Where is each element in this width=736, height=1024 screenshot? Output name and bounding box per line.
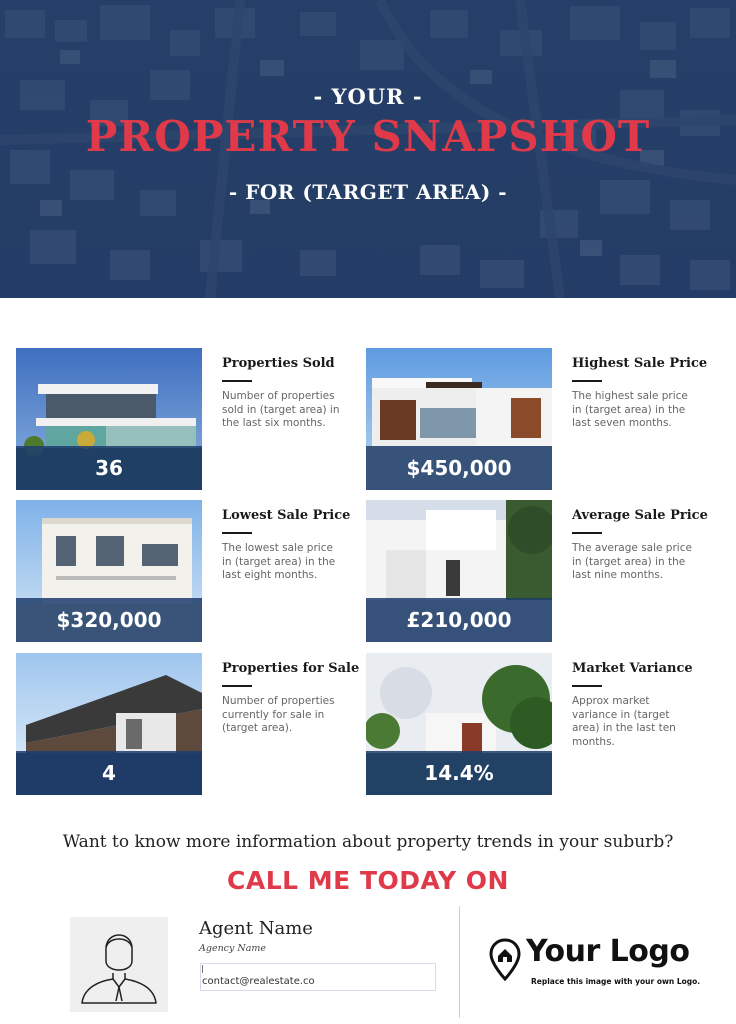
stat-value: $450,000 xyxy=(366,446,552,490)
hero-subtitle-top: - YOUR - xyxy=(313,84,423,109)
stat-description: The highest sale price in (target area) in the last seven months. xyxy=(572,390,688,429)
stat-title: Highest Sale Price xyxy=(572,356,708,371)
stat-title: Properties Sold xyxy=(222,356,335,371)
hero-banner xyxy=(0,0,736,298)
promo-question: Want to know more information about property trends in your suburb? xyxy=(62,832,674,852)
avatar xyxy=(70,917,168,1012)
stat-description: The average sale price in (target area) in the last nine months. xyxy=(572,542,692,581)
stat-value: 4 xyxy=(16,751,202,795)
agent-name[interactable]: Agent Name xyxy=(199,918,313,939)
stat-title: Average Sale Price xyxy=(572,508,708,523)
stat-card-lowest-sale-price xyxy=(16,500,366,642)
stat-card-average-sale-price xyxy=(366,500,716,642)
stat-value: £210,000 xyxy=(366,598,552,642)
stat-card-properties-sold xyxy=(16,348,366,490)
stat-title: Market Variance xyxy=(572,661,693,676)
stat-description: Number of properties currently for sale in (target area). xyxy=(222,695,335,734)
title-underline xyxy=(222,685,252,687)
hero-title: PROPERTY SNAPSHOT xyxy=(85,112,651,161)
stat-value: 14.4% xyxy=(366,751,552,795)
call-to-action: CALL ME TODAY ON xyxy=(227,866,509,895)
contact-email[interactable]: contact@realestate.co xyxy=(202,976,315,987)
stat-card-properties-for-sale xyxy=(16,653,366,795)
stat-title: Lowest Sale Price xyxy=(222,508,351,523)
stat-description: The lowest sale price in (target area) in the last eight months. xyxy=(222,542,336,581)
stat-value: $320,000 xyxy=(16,598,202,642)
stat-description: Number of properties sold in (target area) in the last six months. xyxy=(222,390,340,429)
stat-description: Approx market variance in (target area) in the last ten months. xyxy=(572,695,676,748)
text-cursor xyxy=(202,965,203,973)
stat-card-highest-sale-price xyxy=(366,348,716,490)
agency-name[interactable]: Agency Name xyxy=(199,943,266,954)
location-pin-icon xyxy=(488,938,522,986)
title-underline xyxy=(572,685,602,687)
logo-note: Replace this image with your own Logo. xyxy=(531,977,701,986)
hero-subtitle-bottom: - FOR (TARGET AREA) - xyxy=(228,180,508,204)
logo-text: Your Logo xyxy=(526,934,690,969)
stat-value: 36 xyxy=(16,446,202,490)
title-underline xyxy=(572,380,602,382)
title-underline xyxy=(222,380,252,382)
stat-card-market-variance xyxy=(366,653,716,795)
agent-avatar-icon xyxy=(70,917,168,1012)
title-underline xyxy=(572,532,602,534)
footer-divider xyxy=(459,906,460,1018)
title-underline xyxy=(222,532,252,534)
stat-title: Properties for Sale xyxy=(222,661,360,676)
